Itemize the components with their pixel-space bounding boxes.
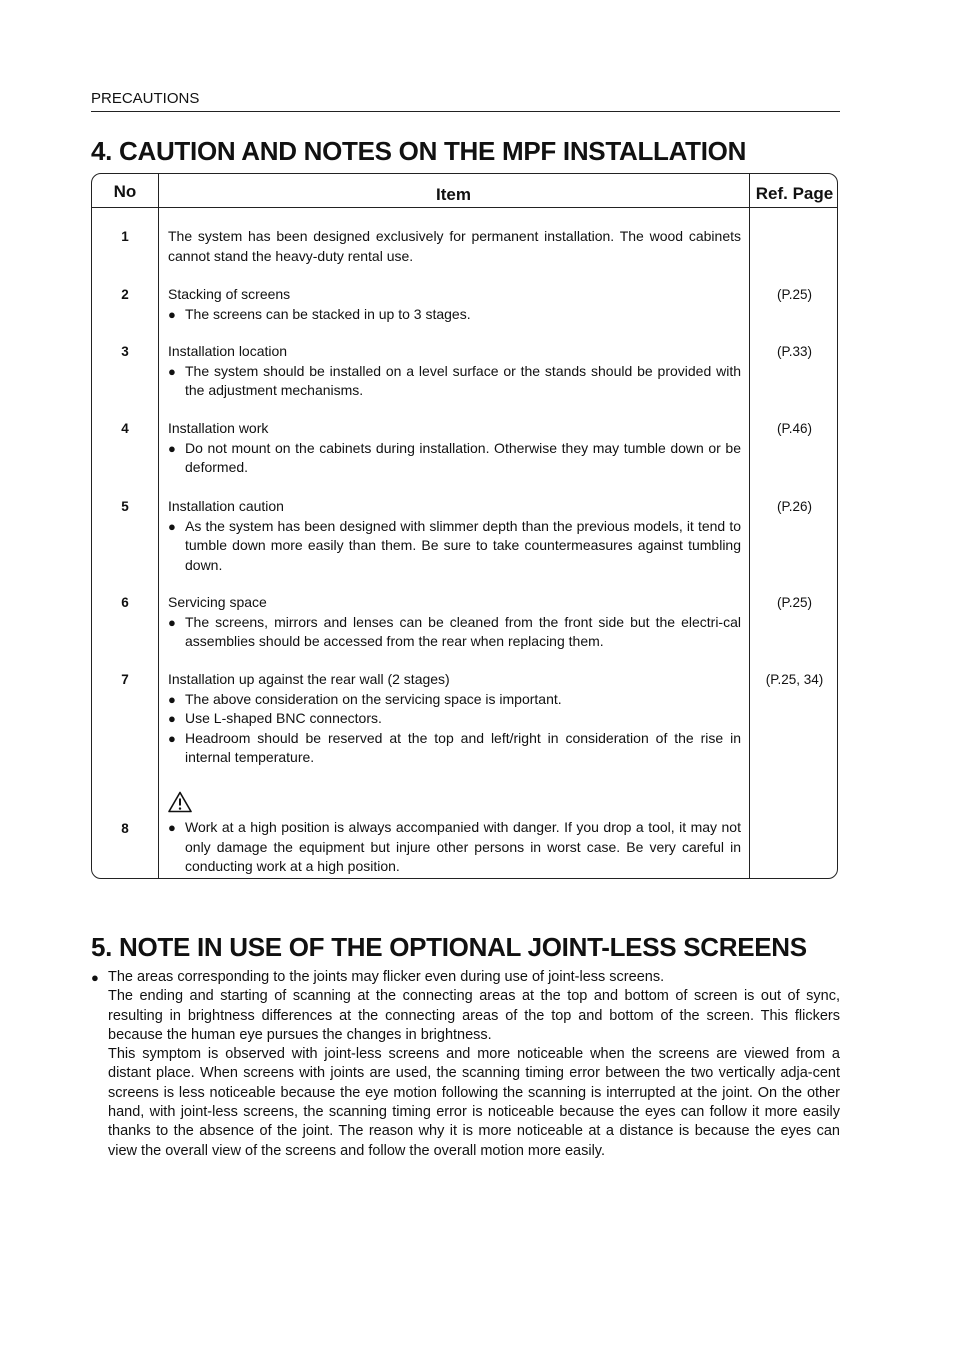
header-divider [92,207,837,208]
row-number: 2 [121,287,129,302]
bullet-icon: ● [168,691,176,707]
bullet-text: The above consideration on the servicing space is important. [185,690,562,707]
caution-table [91,173,838,879]
bullet-icon: ● [168,820,176,835]
row-number: 5 [121,499,129,514]
bullet-icon: ● [168,440,176,456]
row-heading: Installation location [168,343,288,359]
bullet-text: The screens can be stacked in up to 3 stages. [185,305,471,322]
bullet-icon: ● [168,306,176,322]
section-5-body [91,968,840,1161]
row-number: 1 [121,229,129,244]
bullet-text: Use L-shaped BNC connectors. [185,710,382,726]
bullet-text: As the system has been designed with slimmer depth than the previous models, it tend to tumble down more easily than them. Be sure to take countermeasures against tumbling down. [185,517,741,573]
bullet-text: The system should be installed on a level surface or the stands should be provided with the adjustment mechanisms. [185,362,741,398]
lead-text: The areas corresponding to the joints may flicker even during use of joint-less screens. [108,969,665,985]
warning-icon [168,791,192,813]
row-heading: Stacking of screens [168,286,291,302]
section-5-title: 5. NOTE IN USE OF THE OPTIONAL JOINT-LESS SCREENS [91,932,807,962]
bullet-text: The screens, mirrors and lenses can be cleaned from the front side but the electri-cal assemblies should be accessed from the rear when replacing them. [185,613,741,649]
row-number: 6 [121,595,129,610]
bullet-text: Do not mount on the cabinets during installation. Otherwise they may tumble down or be deformed. [185,439,741,475]
ref-page: (P.33) [776,344,813,359]
column-header-ref: Ref. Page [755,184,834,203]
ref-page: (P.46) [776,421,813,436]
bullet-icon: ● [168,518,176,534]
row-number: 8 [121,821,129,836]
row-number: 4 [121,421,129,436]
row-heading: Installation up against the rear wall (2 stages) [168,671,450,687]
running-head: PRECAUTIONS [91,90,840,112]
bullet-icon: ● [168,614,176,630]
row-heading: Servicing space [168,594,267,610]
row-heading: Installation work [168,420,269,436]
row-number: 7 [121,672,129,687]
bullet-text: Work at a high position is always accompanied with danger. If you drop a tool, it may not only damage the equipment but injure other persons in worst case. Be very careful in conducting work at a high position. [185,819,741,874]
section-4-title: 4. CAUTION AND NOTES ON THE MPF INSTALLATION [91,136,747,166]
row-heading: Installation caution [168,498,284,514]
ref-page: (P.25) [776,287,813,302]
bullet-icon: ● [91,970,99,985]
ref-page: (P.26) [776,499,813,514]
column-divider [749,174,750,878]
paragraph: This symptom is observed with joint-less screens and more noticeable when the screens are viewed from a distant place. When screens with joints are used, the scanning timing error between the two vertically adja-cent screens is less noticeable because the eye motion following the scanning is interrupted at the joint. On the other hand, with joint-less screens, the scanning timing error is noticeable because the eyes can follow it more easily thanks to the absence of the joint. The reason why it is more noticeable at a distance is because the eyes can view the overall view of the screens and follow the overall motion more easily. [108,1046,840,1159]
ref-page: (P.25) [776,595,813,610]
bullet-icon: ● [168,711,176,726]
column-header-no: No [113,182,137,201]
bullet-icon: ● [168,730,176,746]
paragraph: The ending and starting of scanning at the connecting areas at the top and bottom of screen is out of sync, resulting in brightness differences at the connecting areas of the top and bottom of the screen. This flickers because the human eye pursues the changes in brightness. [108,988,840,1043]
ref-page: (P.25, 34) [765,672,824,687]
row-text: The system has been designed exclusively for permanent installation. The wood cabinets cannot stand the heavy-duty rental use. [168,228,741,264]
bullet-icon: ● [168,363,176,379]
bullet-text: Headroom should be reserved at the top and left/right in consideration of the rise in internal temperature. [185,729,741,765]
column-header-item: Item [436,185,471,204]
column-divider [158,174,159,878]
row-number: 3 [121,344,129,359]
